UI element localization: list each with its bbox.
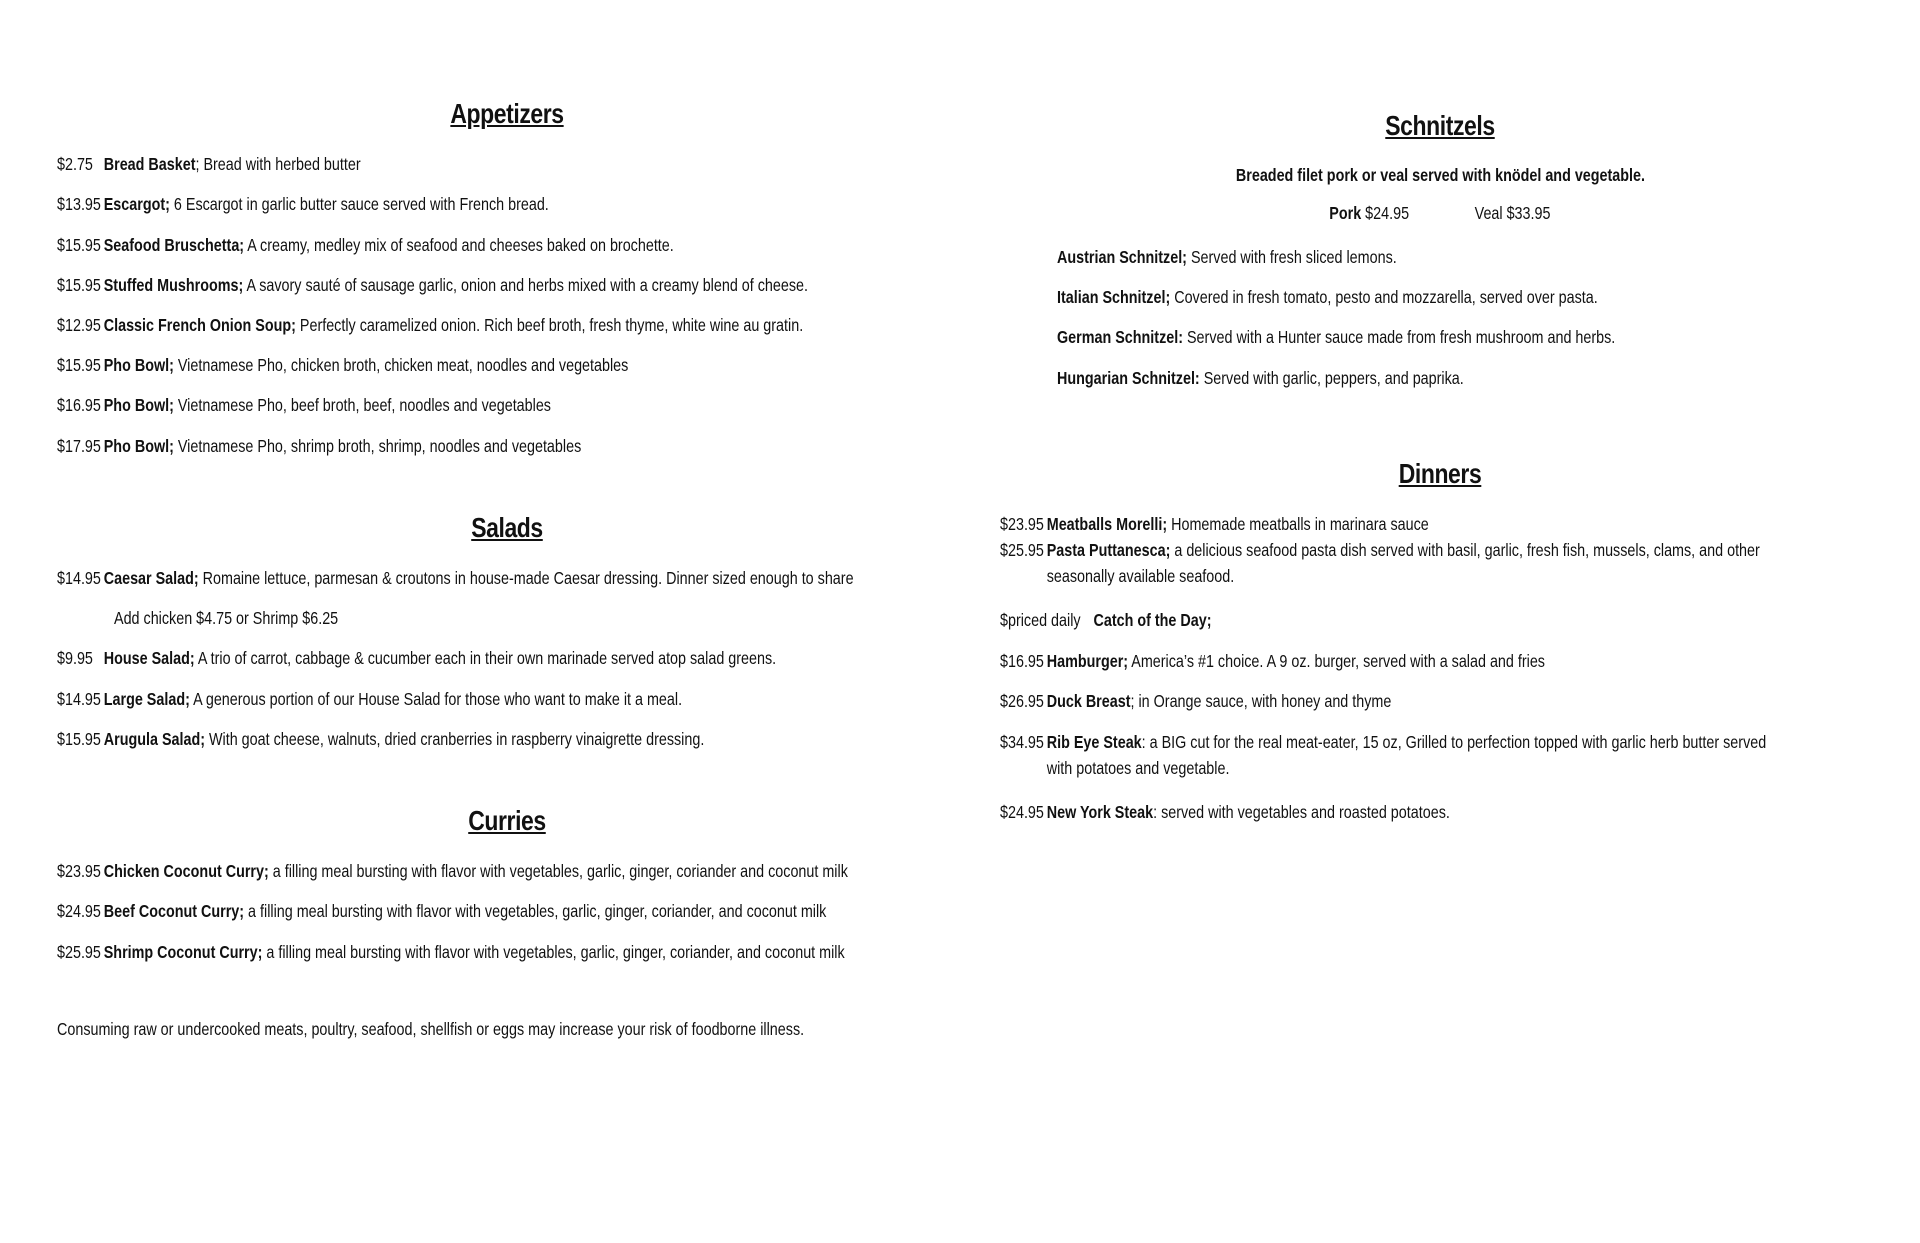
menu-item xyxy=(57,939,845,965)
item-desc: With goat cheese, walnuts, dried cranberries in raspberry vinaigrette dressing. xyxy=(205,729,705,749)
item-desc-continued: with potatoes and vegetable. xyxy=(1046,758,1230,778)
item-price: $2.75 xyxy=(57,154,93,174)
item-desc: a filling meal bursting with flavor with vegetables, garlic, ginger, coriander and coconut milk xyxy=(268,861,848,881)
menu-item xyxy=(57,272,808,298)
item-name: Pho Bowl; xyxy=(103,395,174,415)
item-price: $25.95 xyxy=(57,942,101,962)
menu-item xyxy=(1000,688,1391,714)
item-name: House Salad; xyxy=(103,648,195,668)
item-price: $15.95 xyxy=(57,355,101,375)
item-desc: A trio of carrot, cabbage & cucumber each in their own marinade served atop salad greens. xyxy=(194,648,777,668)
item-price: $15.95 xyxy=(57,275,101,295)
schnitzel-item xyxy=(1057,365,1464,391)
item-price: $16.95 xyxy=(1000,651,1044,671)
item-price: $34.95 xyxy=(1000,732,1044,752)
item-desc: America’s #1 choice. A 9 oz. burger, served with a salad and fries xyxy=(1128,651,1545,671)
item-name: Chicken Coconut Curry; xyxy=(103,861,269,881)
menu-item xyxy=(1000,537,1760,589)
item-desc: Served with a Hunter sauce made from fresh mushroom and herbs. xyxy=(1182,327,1616,347)
dinners-title: Dinners xyxy=(1398,458,1482,489)
menu-item xyxy=(1000,648,1545,674)
item-name: Italian Schnitzel; xyxy=(1057,287,1171,307)
caesar-addon: Add chicken $4.75 or Shrimp $6.25 xyxy=(114,608,339,628)
item-name: Hamburger; xyxy=(1046,651,1129,671)
menu-item xyxy=(57,392,551,418)
item-price: $14.95 xyxy=(57,689,101,709)
menu-item xyxy=(57,645,776,671)
menu-item xyxy=(57,686,682,712)
item-name: Bread Basket xyxy=(103,154,196,174)
item-desc: : a BIG cut for the real meat-eater, 15 oz, Grilled to perfection topped with garlic herb butter served xyxy=(1141,732,1767,752)
item-price: $14.95 xyxy=(57,568,101,588)
schnitzels-title: Schnitzels xyxy=(1385,110,1495,141)
item-desc: A generous portion of our House Salad for those who want to make it a meal. xyxy=(189,689,683,709)
item-desc: Vietnamese Pho, chicken broth, chicken meat, noodles and vegetables xyxy=(173,355,629,375)
item-name: Escargot; xyxy=(103,194,170,214)
salads-title: Salads xyxy=(471,512,543,543)
item-price: $23.95 xyxy=(57,861,101,881)
item-name: Stuffed Mushrooms; xyxy=(103,275,244,295)
item-desc: Homemade meatballs in marinara sauce xyxy=(1167,514,1429,534)
item-desc: A savory sauté of sausage garlic, onion and herbs mixed with a creamy blend of cheese. xyxy=(243,275,809,295)
menu-item xyxy=(57,191,549,217)
item-desc: ; in Orange sauce, with honey and thyme xyxy=(1130,691,1392,711)
menu-item xyxy=(1000,607,1211,633)
item-desc: a delicious seafood pasta dish served with basil, garlic, fresh fish, mussels, clams, and other xyxy=(1170,540,1760,560)
pork-price: $24.95 xyxy=(1361,203,1410,223)
menu-item xyxy=(1000,511,1429,537)
item-price: $15.95 xyxy=(57,235,101,255)
schnitzel-prices xyxy=(1000,203,1880,224)
item-name: Caesar Salad; xyxy=(103,568,199,588)
item-desc: 6 Escargot in garlic butter sauce served with French bread. xyxy=(169,194,549,214)
item-name: Seafood Bruschetta; xyxy=(103,235,245,255)
menu-item xyxy=(57,565,854,591)
menu-item xyxy=(1000,729,1766,781)
item-name: Austrian Schnitzel; xyxy=(1057,247,1187,267)
item-desc: Served with fresh sliced lemons. xyxy=(1186,247,1397,267)
item-desc: Vietnamese Pho, beef broth, beef, noodles and vegetables xyxy=(173,395,551,415)
item-name: Pasta Puttanesca; xyxy=(1046,540,1171,560)
appetizers-title: Appetizers xyxy=(450,98,564,129)
item-desc-continued: seasonally available seafood. xyxy=(1046,566,1235,586)
menu-item xyxy=(57,312,803,338)
item-price: $26.95 xyxy=(1000,691,1044,711)
item-desc: : served with vegetables and roasted potatoes. xyxy=(1153,802,1450,822)
menu-item xyxy=(57,151,361,177)
item-name: Pho Bowl; xyxy=(103,436,174,456)
menu-item xyxy=(57,898,826,924)
item-price: $13.95 xyxy=(57,194,101,214)
pork-label: Pork xyxy=(1329,203,1362,223)
item-desc: Romaine lettuce, parmesan & croutons in house-made Caesar dressing. Dinner sized enough to share xyxy=(198,568,854,588)
item-name: Pho Bowl; xyxy=(103,355,174,375)
item-desc: a filling meal bursting with flavor with vegetables, garlic, ginger, coriander, and coconut milk xyxy=(262,942,845,962)
curries-title: Curries xyxy=(468,805,546,836)
schnitzel-item xyxy=(1057,324,1615,350)
item-name: Beef Coconut Curry; xyxy=(103,901,245,921)
item-name: Classic French Onion Soup; xyxy=(103,315,296,335)
item-price: $12.95 xyxy=(57,315,101,335)
item-name: Hungarian Schnitzel: xyxy=(1057,368,1200,388)
disclaimer-text: Consuming raw or undercooked meats, poultry, seafood, shellfish or eggs may increase your risk of foodborne illness. xyxy=(57,1019,805,1039)
item-desc: Served with garlic, peppers, and paprika. xyxy=(1199,368,1464,388)
item-desc: A creamy, medley mix of seafood and cheeses baked on brochette. xyxy=(244,235,674,255)
schnitzels-subtitle: Breaded filet pork or veal served with knödel and vegetable. xyxy=(1235,165,1645,185)
item-price: $16.95 xyxy=(57,395,101,415)
item-price: $23.95 xyxy=(1000,514,1044,534)
menu-item xyxy=(57,433,581,459)
menu-item xyxy=(57,232,674,258)
item-name: Meatballs Morelli; xyxy=(1046,514,1168,534)
item-name: Duck Breast xyxy=(1046,691,1131,711)
schnitzel-item xyxy=(1057,244,1397,270)
item-name: Shrimp Coconut Curry; xyxy=(103,942,263,962)
item-price: $17.95 xyxy=(57,436,101,456)
item-name: Large Salad; xyxy=(103,689,190,709)
menu-item xyxy=(57,858,848,884)
item-price: $24.95 xyxy=(1000,802,1044,822)
veal-price: Veal $33.95 xyxy=(1474,203,1551,223)
item-desc: ; Bread with herbed butter xyxy=(195,154,361,174)
item-name: Arugula Salad; xyxy=(103,729,206,749)
menu-item xyxy=(57,352,628,378)
item-price: $24.95 xyxy=(57,901,101,921)
item-name: Rib Eye Steak xyxy=(1046,732,1142,752)
item-name: German Schnitzel: xyxy=(1057,327,1183,347)
item-price: $25.95 xyxy=(1000,540,1044,560)
item-price: $priced daily xyxy=(1000,610,1081,630)
menu-item xyxy=(57,726,704,752)
item-name: New York Steak xyxy=(1046,802,1154,822)
item-desc: Vietnamese Pho, shrimp broth, shrimp, noodles and vegetables xyxy=(173,436,582,456)
item-price: $15.95 xyxy=(57,729,101,749)
item-price: $9.95 xyxy=(57,648,93,668)
menu-item xyxy=(1000,799,1450,825)
item-desc: Covered in fresh tomato, pesto and mozzarella, served over pasta. xyxy=(1170,287,1598,307)
item-desc: Perfectly caramelized onion. Rich beef broth, fresh thyme, white wine au gratin. xyxy=(295,315,804,335)
item-name: Catch of the Day; xyxy=(1093,610,1212,630)
schnitzel-item xyxy=(1057,284,1598,310)
item-desc: a filling meal bursting with flavor with vegetables, garlic, ginger, coriander, and coconut milk xyxy=(244,901,827,921)
